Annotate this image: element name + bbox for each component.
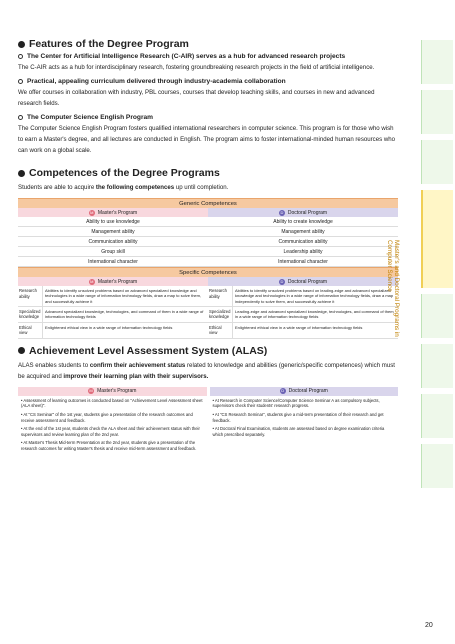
specific-row xyxy=(208,286,398,307)
row-label: Research ability xyxy=(209,288,227,299)
generic-master-item: Management ability xyxy=(18,227,208,237)
specific-row xyxy=(208,307,398,323)
list-item: • At Research in Computer Science/Computer Science Seminar A as compulsory subjects, supervisors check their students' research progress. xyxy=(212,397,380,409)
generic-doctoral-item: Leadership ability xyxy=(208,247,398,257)
row-text: Enlightened ethical view in a wide range of information technology fields xyxy=(42,323,208,338)
generic-master-item: Ability to use knowledge xyxy=(18,217,208,227)
generic-master-item: Communication ability xyxy=(18,237,208,247)
master-program-header xyxy=(18,277,208,286)
intro-text-end: up until completion. xyxy=(174,184,229,191)
generic-master-item: Group skill xyxy=(18,247,208,257)
feature1-body: The C-AIR acts as a hub for interdisciplinary research, fostering groundbreaking research projects in the field of artificial intelligence. xyxy=(18,64,375,71)
side-label: Master's and Doctoral Programs in Computer Science xyxy=(386,240,400,337)
bullet-icon xyxy=(18,41,25,48)
master-m-icon: M xyxy=(90,278,94,284)
generic-competences-table xyxy=(18,208,398,267)
specific-competences-table xyxy=(18,277,398,339)
generic-doctoral-item: International character xyxy=(208,257,398,267)
alas-doctoral-column xyxy=(210,387,399,457)
specific-row xyxy=(18,323,208,339)
master-program-label: Master's Program xyxy=(97,209,138,216)
feature1-heading-text: The Center for Artificial Intelligence Research (C-AIR) serves as a hub for advanced research projects xyxy=(27,53,346,60)
section2-title xyxy=(18,167,398,179)
side-tab-active[interactable] xyxy=(421,190,453,288)
list-item: • At the end of the 1st year, students check the ALA sheet and their achievement status with their supervisors and review learning plan of the 2nd year. xyxy=(21,426,200,437)
section2-intro xyxy=(18,182,398,193)
row-text: Abilities to identify unsolved problems based on leading-edge and advanced specialized knowledge and technologies in a wide range of information technology fields, draw a map independently to solve them, and successfully achieve it xyxy=(232,286,398,306)
master-program-header xyxy=(18,387,207,396)
specific-competences-band: Specific Competences xyxy=(18,267,398,277)
specific-row xyxy=(18,307,208,323)
row-text: Advanced specialized knowledge, technologies, and command of them in a wide range of information technology fields xyxy=(42,307,208,322)
list-item: • Assessment of learning outcomes is conducted based on "Achievement Level Assessment sheet (ALA sheet)". xyxy=(21,397,203,409)
bullet-icon xyxy=(18,170,25,177)
row-text: Enlightened ethical view in a wide range of information technology fields xyxy=(232,323,398,338)
feature2-heading xyxy=(18,78,398,85)
list-item: • At Doctoral Final Examination, students are assessed based on degree examination criteria which prescribed separately. xyxy=(212,426,385,437)
feature1-heading xyxy=(18,53,398,60)
section1-title-text: Features of the Degree Program xyxy=(29,38,189,50)
doctoral-d-icon: D xyxy=(281,388,285,394)
alas-doctoral-list xyxy=(210,396,399,443)
feature3-body: The Computer Science English Program fosters qualified international researchers in computer science. This program is for those who wish to earn a Master's degree, and all lectures are conducted in English. The program aims to foster international-minded human resources who can work on a global scale. xyxy=(18,125,396,154)
row-text: Leading-edge and advanced specialized knowledge, technologies, and command of them in a wide range of information technology fields xyxy=(232,307,398,322)
side-tab[interactable] xyxy=(421,40,453,84)
row-label: Ethical view xyxy=(209,324,222,336)
side-tab[interactable] xyxy=(421,140,453,184)
circle-icon xyxy=(18,79,23,84)
doctoral-d-icon: D xyxy=(280,278,284,284)
doctoral-program-label: Doctoral Program xyxy=(287,209,328,216)
intro-text: Students are able to acquire xyxy=(18,184,96,191)
master-program-label: Master's Program xyxy=(97,388,137,395)
circle-icon xyxy=(18,54,23,59)
master-m-icon: M xyxy=(90,209,94,215)
side-tab[interactable] xyxy=(421,90,453,134)
doctoral-d-icon: D xyxy=(280,209,284,215)
generic-doctoral-item: Management ability xyxy=(208,227,398,237)
page-number: 20 xyxy=(425,622,433,629)
feature3-heading xyxy=(18,114,398,121)
row-label: Specialized knowledge xyxy=(209,308,231,320)
alas-master-list xyxy=(18,396,207,457)
specific-row xyxy=(18,286,208,307)
side-tab[interactable] xyxy=(421,294,453,338)
master-m-icon: M xyxy=(89,388,93,394)
generic-competences-band: Generic Competences xyxy=(18,198,398,208)
list-item: • At "CS Seminar" of the 1st year, students give a presentation of the research outcomes and receive assessment and feedback. xyxy=(21,412,193,423)
specific-master-column xyxy=(18,277,208,339)
alas-table xyxy=(18,387,398,457)
generic-master-item: International character xyxy=(18,257,208,267)
intro-bold: confirm their achievement status xyxy=(89,361,186,369)
side-tabs xyxy=(421,40,453,494)
side-tab[interactable] xyxy=(421,394,453,438)
list-item: • At "CS Research Seminar", students give a mid-term presentation of their research and get feedback. xyxy=(212,412,384,423)
main-content xyxy=(18,38,398,457)
intro-bold: the following competences xyxy=(95,184,175,191)
section3-intro xyxy=(18,360,398,382)
side-tab[interactable] xyxy=(421,444,453,488)
specific-doctoral-column xyxy=(208,277,398,339)
bullet-icon xyxy=(18,347,25,354)
circle-icon xyxy=(18,115,23,120)
section3-title xyxy=(18,345,398,357)
intro-text: ALAS enables students to xyxy=(18,361,90,369)
doctoral-program-header xyxy=(208,277,398,286)
feature2-body: We offer courses in collaboration with industry, PBL courses, courses that develop teaching skills, and courses in new and advanced research fields. xyxy=(18,89,375,107)
generic-doctoral-column xyxy=(208,208,398,267)
row-label: Specialized knowledge xyxy=(19,308,41,320)
section1-title xyxy=(18,38,398,50)
doctoral-program-label: Doctoral Program xyxy=(288,388,328,395)
alas-master-column xyxy=(18,387,207,457)
doctoral-program-header xyxy=(208,208,398,217)
generic-doctoral-item: Ability to create knowledge xyxy=(208,217,398,227)
row-label: Ethical view xyxy=(19,324,32,336)
master-program-header xyxy=(18,208,208,217)
doctoral-program-label: Doctoral Program xyxy=(287,278,328,285)
row-label: Research ability xyxy=(19,288,37,299)
doctoral-program-header xyxy=(210,387,399,396)
feature2-heading-text: Practical, appealing curriculum delivered through industry-academia collaboration xyxy=(27,78,286,85)
intro-bold-end: improve their learning plan with their supervisors. xyxy=(63,372,209,380)
specific-row xyxy=(208,323,398,339)
side-tab[interactable] xyxy=(421,344,453,388)
generic-master-column xyxy=(18,208,208,267)
master-program-label: Master's Program xyxy=(97,278,138,285)
generic-doctoral-item: Communication ability xyxy=(208,237,398,247)
list-item: • At Master's Thesis Mid-term Presentation at the 2nd year, students give a presentation of the research outcomes for writing Master's thesis and receive mid-term assessment and feedback. xyxy=(21,440,197,452)
section2-title-text: Competences of the Degree Programs xyxy=(29,167,220,179)
section3-title-text: Achievement Level Assessment System (ALAS) xyxy=(29,344,268,357)
feature3-heading-text: The Computer Science English Program xyxy=(27,114,154,121)
intro-text-mid: related to knowledge and abilities (generic/specific competences) which must be acquired and xyxy=(18,361,395,380)
row-text: Abilities to identify unsolved problems based on advanced specialized knowledge and technologies in a wide range of information technology fields, draw a map to solve them, and successfully achieve it xyxy=(42,286,208,306)
